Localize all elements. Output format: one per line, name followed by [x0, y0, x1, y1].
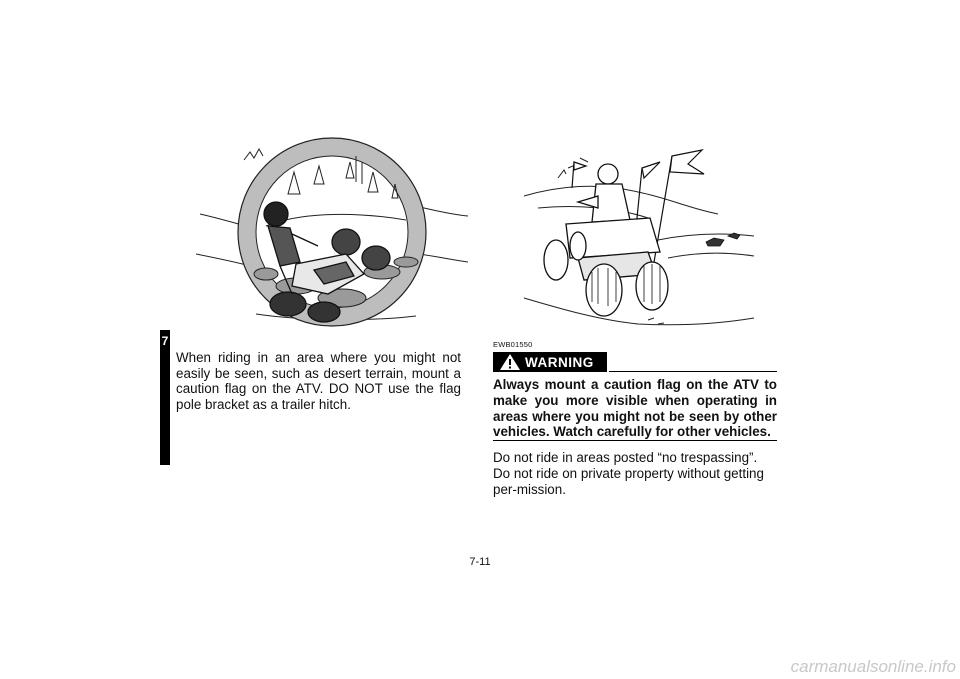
watermark: carmanualsonline.info — [790, 657, 956, 676]
warning-badge — [493, 352, 607, 372]
warning-rule-top — [609, 371, 777, 372]
warning-header — [493, 352, 777, 374]
chapter-tab — [160, 330, 170, 465]
rider-forest-illustration — [196, 134, 468, 334]
right-paragraph-2: Do not ride on private property without getting per-mission. — [493, 466, 764, 497]
warning-code: EWB01550 — [493, 340, 533, 349]
right-paragraph-1: Do not ride in areas posted “no trespassing”. — [493, 450, 758, 465]
left-paragraph: When riding in an area where you might not easily be seen, such as desert terrain, mount a caution flag on the ATV. DO NOT use the flag pole bracket as a trailer hitch. — [176, 350, 461, 412]
warning-label: WARNING — [525, 354, 594, 370]
warning-rule-bottom — [493, 440, 777, 441]
page-number: 7-11 — [469, 556, 491, 568]
warning-triangle-icon — [499, 353, 521, 371]
chapter-number: 7 — [161, 334, 169, 348]
atv-flag-illustration — [518, 148, 758, 336]
warning-text: Always mount a caution flag on the ATV to make you more visible when operating in areas where you might not be seen by other vehicles. Watch carefully for other vehicles. — [493, 377, 777, 440]
